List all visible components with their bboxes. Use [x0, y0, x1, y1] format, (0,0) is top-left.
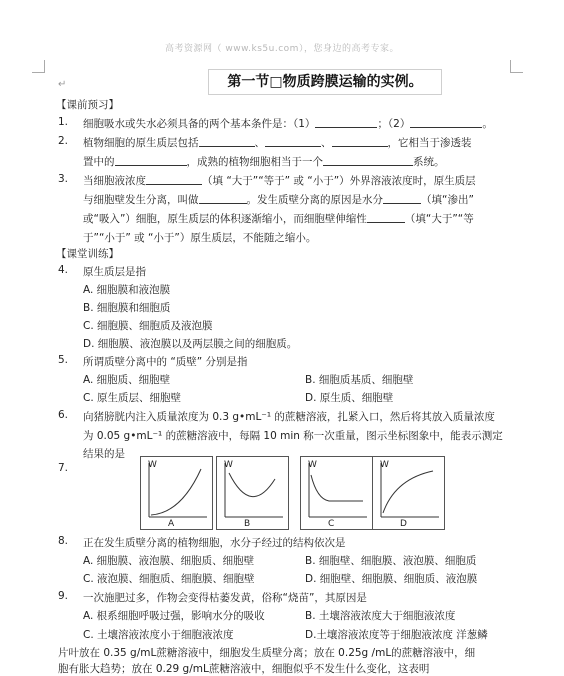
graph-d-axis-w: W: [380, 460, 389, 470]
tail-paragraph-line-2: 胞有胀大趋势；放在 0.29 g/mL蔗糖溶液中，细胞似乎不发生什么变化，这表明: [58, 663, 430, 675]
question-7-number: 7.: [58, 462, 69, 474]
blank-2-5[interactable]: [323, 155, 413, 166]
question-2-line-1: 植物细胞的原生质层包括 、 、 ，它相当于渗透装: [83, 137, 472, 149]
graph-options: [140, 456, 440, 530]
blank-2-4[interactable]: [115, 155, 187, 166]
blank-3-1[interactable]: [146, 174, 202, 185]
question-3-line-3: 或“吸入”）细胞，原生质层的体积逐渐缩小，而细胞壁伸缩性 （填“大于”“等: [83, 213, 474, 225]
blank-3-4[interactable]: [367, 212, 405, 223]
question-6-line-1: 向猪膀胱内注入质量浓度为 0.3 g•mL⁻¹ 的蔗糖溶液，扎紧入口，然后将其放入质量浓度: [83, 411, 495, 423]
question-2-line-2: 置中的 ，成熟的植物细胞相当于一个 系统。: [83, 156, 445, 168]
question-4-option-a[interactable]: A. 细胞膜和液泡膜: [83, 284, 171, 296]
question-5-option-b[interactable]: B. 细胞质基质、细胞壁: [305, 374, 414, 386]
graph-b-label: B: [244, 519, 251, 529]
question-8-option-c[interactable]: C. 液泡膜、细胞质、细胞膜、细胞壁: [83, 573, 255, 585]
graph-c-label: C: [328, 519, 335, 529]
question-4-option-d[interactable]: D. 细胞膜、液泡膜以及两层膜之间的细胞质。: [83, 338, 298, 350]
question-6-line-3: 结果的是: [83, 448, 125, 460]
question-5-option-c[interactable]: C. 原生质层、细胞壁: [83, 392, 182, 404]
section-practice-heading: 【课堂训练】: [56, 248, 119, 260]
question-1-number: 1.: [58, 116, 69, 128]
question-4-number: 4.: [58, 264, 69, 276]
blank-2-2[interactable]: [265, 136, 321, 147]
question-6-number: 6.: [58, 409, 69, 421]
question-1-text: 细胞吸水或失水必须具备的两个基本条件是：（1） ；（2） 。: [83, 118, 493, 130]
question-9-stem: 一次施肥过多，作物会变得枯萎发黄，俗称“烧苗”，其原因是: [83, 592, 367, 604]
question-9-option-d[interactable]: D.土壤溶液浓度等于细胞液浓度 洋葱鳞: [305, 629, 488, 641]
question-9-option-a[interactable]: A. 根系细胞呼吸过强，影响水分的吸收: [83, 610, 265, 622]
blank-3-2[interactable]: [199, 193, 247, 204]
question-3-number: 3.: [58, 173, 69, 185]
paragraph-mark: ↵: [58, 79, 67, 90]
page-header: 高考资源网（ www.ks5u.com），您身边的高考专家。: [165, 44, 399, 54]
question-4-option-b[interactable]: B. 细胞膜和细胞质: [83, 302, 171, 314]
question-4-option-c[interactable]: C. 细胞膜、细胞质及液泡膜: [83, 320, 213, 332]
question-8-stem: 正在发生质壁分离的植物细胞，水分子经过的结构依次是: [83, 537, 346, 549]
question-9-number: 9.: [58, 590, 69, 602]
graph-a-axis-w: W: [148, 460, 157, 470]
graph-b-axis-w: W: [224, 460, 233, 470]
question-3-line-2: 与细胞壁发生分离，叫做 。发生质壁分离的原因是水分 （填“渗出”: [83, 194, 474, 206]
blank-2-3[interactable]: [332, 136, 388, 147]
blank-2-1[interactable]: [199, 136, 255, 147]
blank-3-3[interactable]: [383, 193, 421, 204]
corner-mark-left: [32, 60, 45, 73]
corner-mark-right: [510, 60, 523, 73]
question-9-option-b[interactable]: B. 土壤溶液浓度大于细胞液浓度: [305, 610, 456, 622]
question-8-option-b[interactable]: B. 细胞壁、细胞膜、液泡膜、细胞质: [305, 555, 477, 567]
graph-d-label: D: [400, 519, 407, 529]
graph-c-axis-w: W: [308, 460, 317, 470]
question-2-number: 2.: [58, 135, 69, 147]
question-5-option-d[interactable]: D. 原生质、细胞壁: [305, 392, 394, 404]
question-8-option-a[interactable]: A. 细胞膜、液泡膜、细胞质、细胞壁: [83, 555, 255, 567]
section-preview-heading: 【课前预习】: [56, 99, 119, 111]
document-title[interactable]: 第一节□物质跨膜运输的实例。: [208, 69, 442, 95]
question-5-number: 5.: [58, 354, 69, 366]
tail-paragraph-line-1: 片叶放在 0.35 g/mL蔗糖溶液中，细胞发生质壁分离；放在 0.25g /mL的蔗糖溶液中，细: [58, 647, 476, 659]
question-3-line-1: 当细胞液浓度 （填 “大于”“等于” 或 “小于”）外界溶液浓度时，原生质层: [83, 175, 476, 187]
question-4-stem: 原生质层是指: [83, 266, 146, 278]
graph-a-label: A: [168, 519, 175, 529]
question-3-line-4: 于”“小于” 或 “小于”）原生质层，不能随之缩小。: [83, 232, 317, 244]
question-9-option-c[interactable]: C. 土壤溶液浓度小于细胞液浓度: [83, 629, 234, 641]
question-5-option-a[interactable]: A. 细胞质、细胞壁: [83, 374, 171, 386]
blank-1-2[interactable]: [410, 117, 482, 128]
question-6-line-2: 为 0.05 g•mL⁻¹ 的蔗糖溶液中，每隔 10 min 称一次重量，图示坐标图象中，能表示测定: [83, 430, 503, 442]
question-8-number: 8.: [58, 535, 69, 547]
question-8-option-d[interactable]: D. 细胞壁、细胞膜、细胞质、液泡膜: [305, 573, 478, 585]
question-5-stem: 所谓质壁分离中的 “质壁” 分别是指: [83, 356, 248, 368]
blank-1-1[interactable]: [315, 117, 377, 128]
